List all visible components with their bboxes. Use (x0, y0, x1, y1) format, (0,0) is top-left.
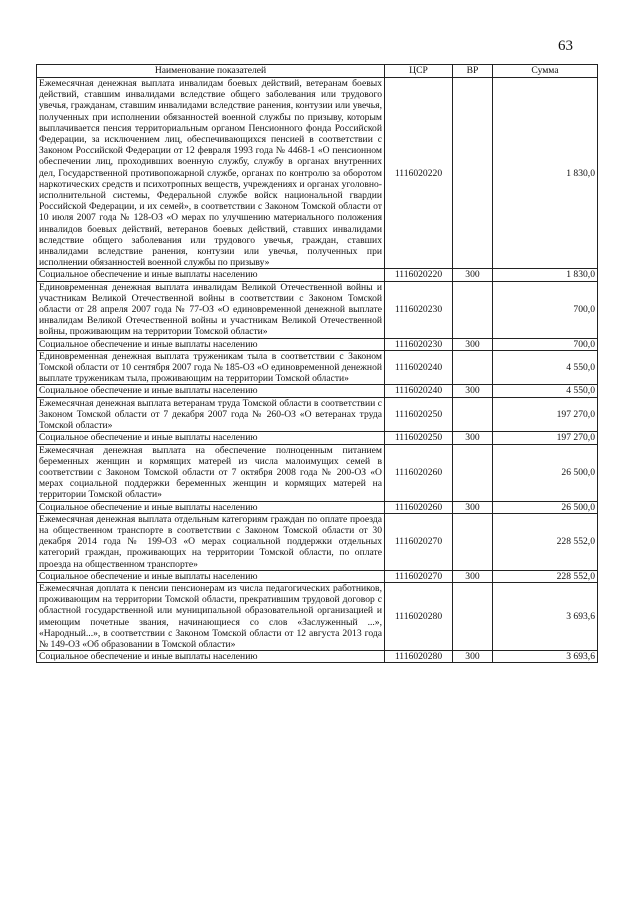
budget-table (36, 64, 598, 663)
row-name: Социальное обеспечение и иные выплаты населению (37, 338, 385, 350)
row-name: Социальное обеспечение и иные выплаты населению (37, 651, 385, 663)
row-name: Социальное обеспечение и иные выплаты населению (37, 385, 385, 397)
table-header-row (37, 65, 598, 78)
table-row (37, 385, 598, 397)
header-csr: ЦСР (385, 65, 453, 78)
row-name: Единовременная денежная выплата труженикам тыла в соответствии с Законом Томской области от 10 сентября 2007 года № 185-ОЗ «О единовременной денежной выплате труженикам тыла, проживающим на территории Томской области» (37, 350, 385, 385)
row-vr: 300 (453, 501, 493, 513)
row-vr: 300 (453, 338, 493, 350)
row-vr (453, 350, 493, 385)
row-csr: 1116020240 (385, 350, 453, 385)
row-name: Ежемесячная доплата к пенсии пенсионерам из числа педагогических работников, проживающим на территории Томской области, прекратившим трудовой договор с областной государственной или муниципальной образовательной организацией и имеющим почетные звания, начинающиеся со слов «Заслуженный ...», «Народный...», в соответствии с Законом Томской области от 12 августа 2013 года № 149-ОЗ «Об образовании в Томской области» (37, 582, 385, 650)
table-row (37, 582, 598, 650)
row-sum: 26 500,0 (493, 444, 598, 501)
row-sum: 197 270,0 (493, 397, 598, 432)
header-vr: ВР (453, 65, 493, 78)
row-csr: 1116020220 (385, 78, 453, 269)
table-row (37, 570, 598, 582)
row-vr: 300 (453, 432, 493, 444)
row-csr: 1116020260 (385, 444, 453, 501)
row-sum: 228 552,0 (493, 570, 598, 582)
table-row (37, 513, 598, 570)
table-row (37, 281, 598, 338)
row-csr: 1116020270 (385, 513, 453, 570)
header-name: Наименование показателей (37, 65, 385, 78)
table-row (37, 501, 598, 513)
table-row (37, 338, 598, 350)
table-row (37, 397, 598, 432)
row-name: Ежемесячная денежная выплата на обеспечение полноценным питанием беременных женщин и кормящих матерей из числа малоимущих семей в соответствии с Законом Томской области от 7 октября 2008 года № 200-ОЗ «О мерах социальной поддержки беременных женщин и кормящих матерей на территории Томской области» (37, 444, 385, 501)
page-number: 63 (558, 38, 573, 54)
row-csr: 1116020240 (385, 385, 453, 397)
row-sum: 26 500,0 (493, 501, 598, 513)
row-vr: 300 (453, 385, 493, 397)
row-vr (453, 513, 493, 570)
row-csr: 1116020250 (385, 432, 453, 444)
table-row (37, 651, 598, 663)
row-name: Ежемесячная денежная выплата отдельным категориям граждан по оплате проезда на общественном транспорте в соответствии с Законом Томской области от 30 декабря 2014 года № 199-ОЗ «О мерах социальной поддержки отдельных категорий граждан, проживающих на территории Томской области, по оплате проезда на общественном транспорте» (37, 513, 385, 570)
row-csr: 1116020230 (385, 338, 453, 350)
row-vr: 300 (453, 651, 493, 663)
row-sum: 4 550,0 (493, 385, 598, 397)
row-csr: 1116020280 (385, 582, 453, 650)
row-vr: 300 (453, 570, 493, 582)
row-name: Ежемесячная денежная выплата ветеранам труда Томской области в соответствии с Законом Томской области от 7 декабря 2007 года № 260-ОЗ «О ветеранах труда Томской области» (37, 397, 385, 432)
row-vr (453, 78, 493, 269)
row-csr: 1116020230 (385, 281, 453, 338)
row-sum: 1 830,0 (493, 78, 598, 269)
row-name: Социальное обеспечение и иные выплаты населению (37, 501, 385, 513)
header-sum: Сумма (493, 65, 598, 78)
row-name: Социальное обеспечение и иные выплаты населению (37, 570, 385, 582)
row-sum: 3 693,6 (493, 651, 598, 663)
row-csr: 1116020250 (385, 397, 453, 432)
table-row (37, 444, 598, 501)
row-csr: 1116020280 (385, 651, 453, 663)
row-vr: 300 (453, 269, 493, 281)
row-vr (453, 444, 493, 501)
row-name: Единовременная денежная выплата инвалидам Великой Отечественной войны и участникам Великой Отечественной войны в соответствии с Законом Томской области от 28 апреля 2007 года № 77-ОЗ «О единовременной денежной выплате инвалидам Великой Отечественной войны и участникам Великой Отечественной войны, проживающим на территории Томской области» (37, 281, 385, 338)
table-row (37, 432, 598, 444)
row-sum: 700,0 (493, 338, 598, 350)
row-vr (453, 281, 493, 338)
row-sum: 700,0 (493, 281, 598, 338)
table-row (37, 78, 598, 269)
row-sum: 197 270,0 (493, 432, 598, 444)
row-name: Социальное обеспечение и иные выплаты населению (37, 432, 385, 444)
row-vr (453, 397, 493, 432)
row-sum: 4 550,0 (493, 350, 598, 385)
row-name: Социальное обеспечение и иные выплаты населению (37, 269, 385, 281)
row-sum: 3 693,6 (493, 582, 598, 650)
table-row (37, 269, 598, 281)
row-csr: 1116020260 (385, 501, 453, 513)
row-name: Ежемесячная денежная выплата инвалидам боевых действий, ветеранам боевых действий, ставшим инвалидами вследствие общего заболевания или трудового увечья, гражданам, ставшим инвалидами вследствие ранения, контузии или увечья, полученных при исполнении обязанностей военной службы по призыву, которым выплачивается пенсия территориальным органом Пенсионного фонда Российской Федерации, за исключением лиц, обеспечивающихся пенсией в соответствии с Законом Российской Федерации от 12 февраля 1993 года № 4468-1 «О пенсионном обеспечении лиц, проходивших военную службу, службу в органах внутренних дел, Государственной противопожарной службе, органах по контролю за оборотом наркотических средств и психотропных веществ, учреждениях и органах уголовно-исполнительной системы, Федеральной службе войск национальной гвардии Российской Федерации, и их семей», в соответствии с Законом Томской области от 10 июля 2007 года № 128-ОЗ «О мерах по улучшению материального положения инвалидов боевых действий, ветеранов боевых действий, ставших инвалидами вследствие общего заболевания или трудового увечья, граждан, ставших инвалидами вследствие ранения, контузии или увечья, полученных при исполнении обязанностей военной службы по призыву» (37, 78, 385, 269)
table-row (37, 350, 598, 385)
row-csr: 1116020220 (385, 269, 453, 281)
row-vr (453, 582, 493, 650)
row-sum: 228 552,0 (493, 513, 598, 570)
row-csr: 1116020270 (385, 570, 453, 582)
row-sum: 1 830,0 (493, 269, 598, 281)
